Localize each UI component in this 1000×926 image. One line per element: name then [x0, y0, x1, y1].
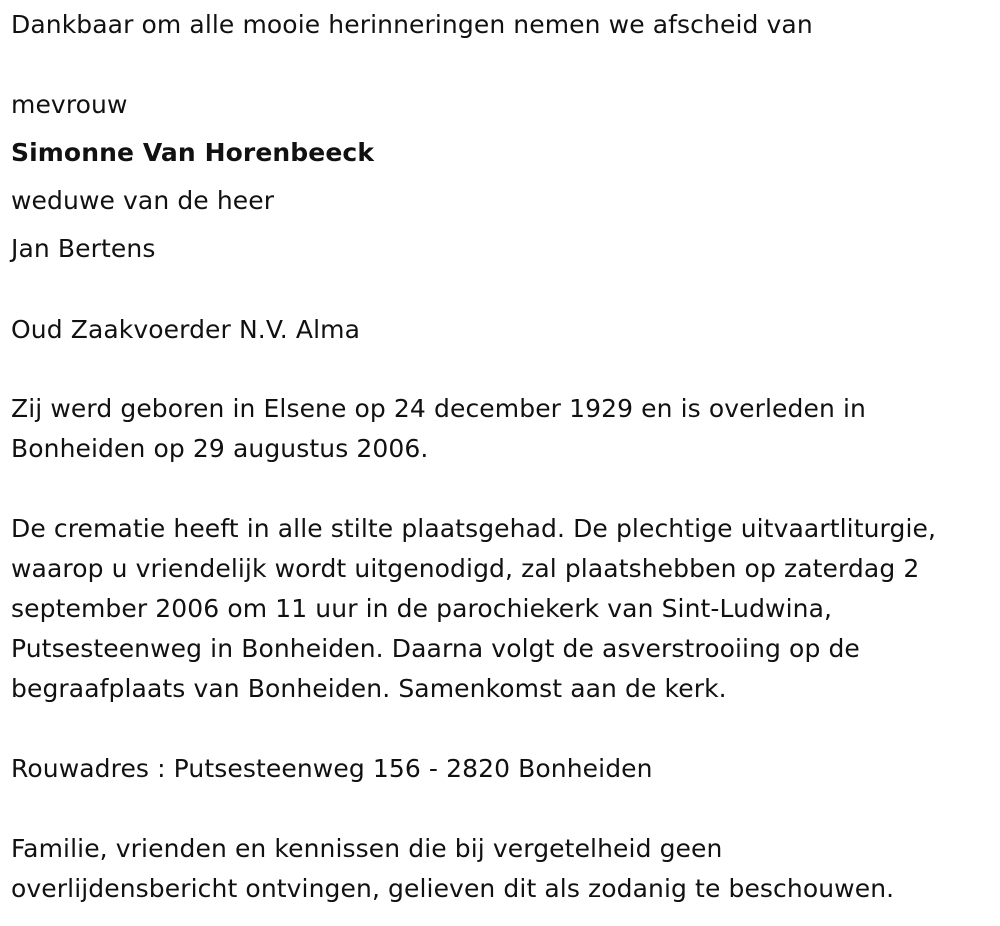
- ceremony-line-4: Putsesteenweg in Bonheiden. Daarna volgt de asverstrooiing op de: [11, 634, 860, 663]
- birth-death-line-1: Zij werd geboren in Elsene op 24 december 1929 en is overleden in: [11, 394, 866, 423]
- occupation: Oud Zaakvoerder N.V. Alma: [11, 315, 361, 344]
- ceremony-line-1: De crematie heeft in alle stilte plaatsgehad. De plechtige uitvaartliturgie,: [11, 514, 937, 543]
- deceased-name: Simonne Van Horenbeeck: [11, 138, 375, 167]
- mourning-address: Rouwadres : Putsesteenweg 156 - 2820 Bonheiden: [11, 754, 653, 783]
- ceremony-line-2: waarop u vriendelijk wordt uitgenodigd, zal plaatshebben op zaterdag 2: [11, 554, 920, 583]
- closing-line-1: Familie, vrienden en kennissen die bij vergetelheid geen: [11, 834, 723, 863]
- ceremony-line-3: september 2006 om 11 uur in de parochiekerk van Sint-Ludwina,: [11, 594, 833, 623]
- spouse-intro: weduwe van de heer: [11, 186, 275, 215]
- intro-text: Dankbaar om alle mooie herinneringen nemen we afscheid van: [11, 10, 813, 39]
- birth-death-line-2: Bonheiden op 29 augustus 2006.: [11, 434, 429, 463]
- closing-line-2: overlijdensbericht ontvingen, gelieven dit als zodanig te beschouwen.: [11, 874, 895, 903]
- salutation: mevrouw: [11, 90, 128, 119]
- spouse-name: Jan Bertens: [11, 234, 156, 263]
- ceremony-line-5: begraafplaats van Bonheiden. Samenkomst aan de kerk.: [11, 674, 727, 703]
